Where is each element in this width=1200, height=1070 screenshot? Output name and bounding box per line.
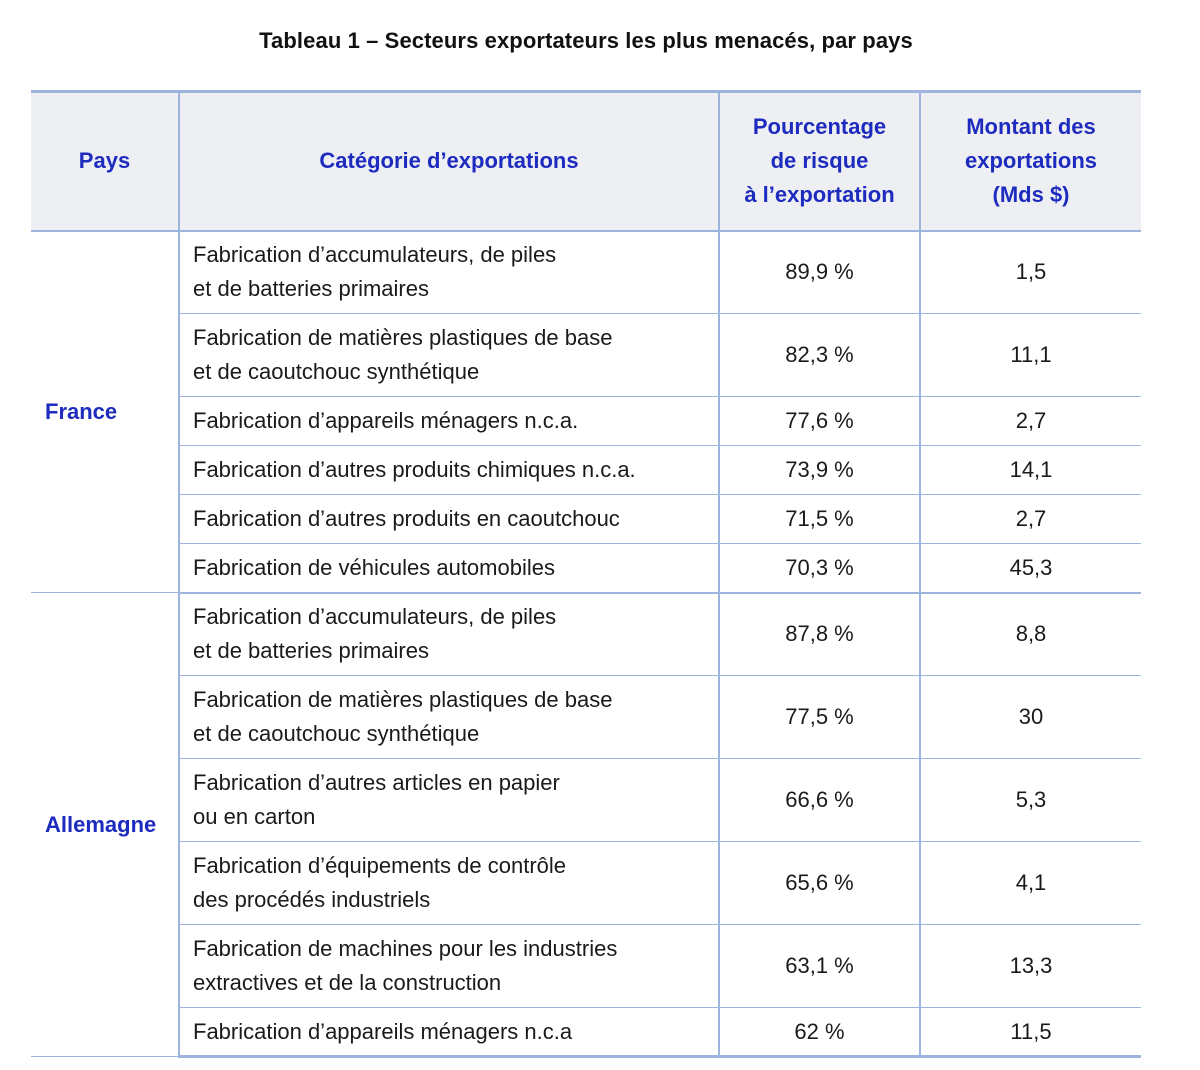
export-amount-cell: 5,3 [920, 759, 1141, 842]
table-row [31, 925, 1141, 1008]
export-amount-cell: 14,1 [920, 446, 1141, 495]
risk-percentage-cell: 77,6 % [719, 397, 920, 446]
table-title: Tableau 1 – Secteurs exportateurs les plus menacés, par pays [259, 28, 913, 53]
export-amount-cell: 30 [920, 676, 1141, 759]
export-amount-cell: 11,5 [920, 1008, 1141, 1057]
exports-table [31, 90, 1141, 1058]
risk-percentage-cell: 63,1 % [719, 925, 920, 1008]
country-cell: Allemagne [31, 593, 179, 1057]
risk-percentage-cell: 89,9 % [719, 231, 920, 314]
header-pourcentage-line: de risque [770, 148, 869, 174]
export-amount-cell: 4,1 [920, 842, 1141, 925]
category-cell [179, 842, 719, 925]
header-montant-line: (Mds $) [992, 182, 1070, 208]
header-montant-line: exportations [964, 148, 1098, 174]
category-line: Fabrication d’appareils ménagers n.c.a. [193, 408, 579, 433]
table-row [31, 593, 1141, 676]
risk-percentage-cell: 71,5 % [719, 495, 920, 544]
category-line: Fabrication d’accumulateurs, de piles [193, 604, 557, 630]
table-row [31, 676, 1141, 759]
table-row [31, 231, 1141, 314]
export-amount-cell: 2,7 [920, 397, 1141, 446]
header-pays: Pays [31, 92, 179, 231]
category-line: et de batteries primaires [193, 276, 429, 302]
header-pourcentage-line: à l’exportation [744, 182, 895, 208]
risk-percentage-cell: 62 % [719, 1008, 920, 1057]
category-line: Fabrication d’appareils ménagers n.c.a [193, 1018, 573, 1044]
export-amount-cell: 2,7 [920, 495, 1141, 544]
table-row [31, 1008, 1141, 1057]
header-categorie: Catégorie d’exportations [179, 92, 719, 231]
export-amount-cell: 8,8 [920, 593, 1141, 676]
category-cell [179, 495, 719, 544]
category-line: Fabrication de machines pour les industries [193, 936, 618, 961]
category-cell [179, 314, 719, 397]
risk-percentage-cell: 82,3 % [719, 314, 920, 397]
risk-percentage-cell: 73,9 % [719, 446, 920, 495]
table-row [31, 759, 1141, 842]
risk-percentage-cell: 66,6 % [719, 759, 920, 842]
header-pourcentage-line: Pourcentage [752, 114, 887, 140]
category-cell [179, 446, 719, 495]
category-line: extractives et de la construction [193, 970, 502, 995]
export-amount-cell: 13,3 [920, 925, 1141, 1008]
table-row [31, 842, 1141, 925]
category-cell [179, 397, 719, 446]
category-line: et de batteries primaires [193, 638, 429, 664]
category-line: Fabrication de matières plastiques de base [193, 687, 613, 712]
category-cell [179, 231, 719, 314]
category-line: Fabrication de véhicules automobiles [193, 554, 555, 580]
header-pourcentage [719, 92, 920, 231]
table-header [31, 92, 1141, 231]
category-line: Fabrication d’autres produits en caoutchouc [193, 506, 620, 531]
category-cell [179, 676, 719, 759]
header-montant [920, 92, 1141, 231]
category-cell [179, 593, 719, 676]
category-line: Fabrication d’autres produits chimiques n.c.a. [193, 457, 636, 482]
table-row [31, 397, 1141, 446]
header-montant-line: Montant des [966, 114, 1096, 140]
table-row [31, 314, 1141, 397]
category-cell [179, 925, 719, 1008]
risk-percentage-cell: 87,8 % [719, 593, 920, 676]
category-line: Fabrication de matières plastiques de base [193, 325, 613, 350]
category-cell [179, 1008, 719, 1057]
category-cell [179, 544, 719, 593]
risk-percentage-cell: 70,3 % [719, 544, 920, 593]
export-amount-cell: 11,1 [920, 314, 1141, 397]
category-line: et de caoutchouc synthétique [193, 359, 480, 384]
table-body [31, 231, 1141, 1057]
category-line: ou en carton [193, 804, 316, 829]
table-row [31, 495, 1141, 544]
table-row [31, 544, 1141, 593]
table-row [31, 446, 1141, 495]
risk-percentage-cell: 77,5 % [719, 676, 920, 759]
export-amount-cell: 1,5 [920, 231, 1141, 314]
category-line: et de caoutchouc synthétique [193, 721, 480, 746]
export-amount-cell: 45,3 [920, 544, 1141, 593]
category-line: Fabrication d’accumulateurs, de piles [193, 242, 557, 268]
country-cell: France [31, 231, 179, 593]
category-line: Fabrication d’équipements de contrôle [193, 853, 567, 878]
category-line: Fabrication d’autres articles en papier [193, 770, 560, 795]
risk-percentage-cell: 65,6 % [719, 842, 920, 925]
category-line: des procédés industriels [193, 887, 431, 912]
category-cell [179, 759, 719, 842]
